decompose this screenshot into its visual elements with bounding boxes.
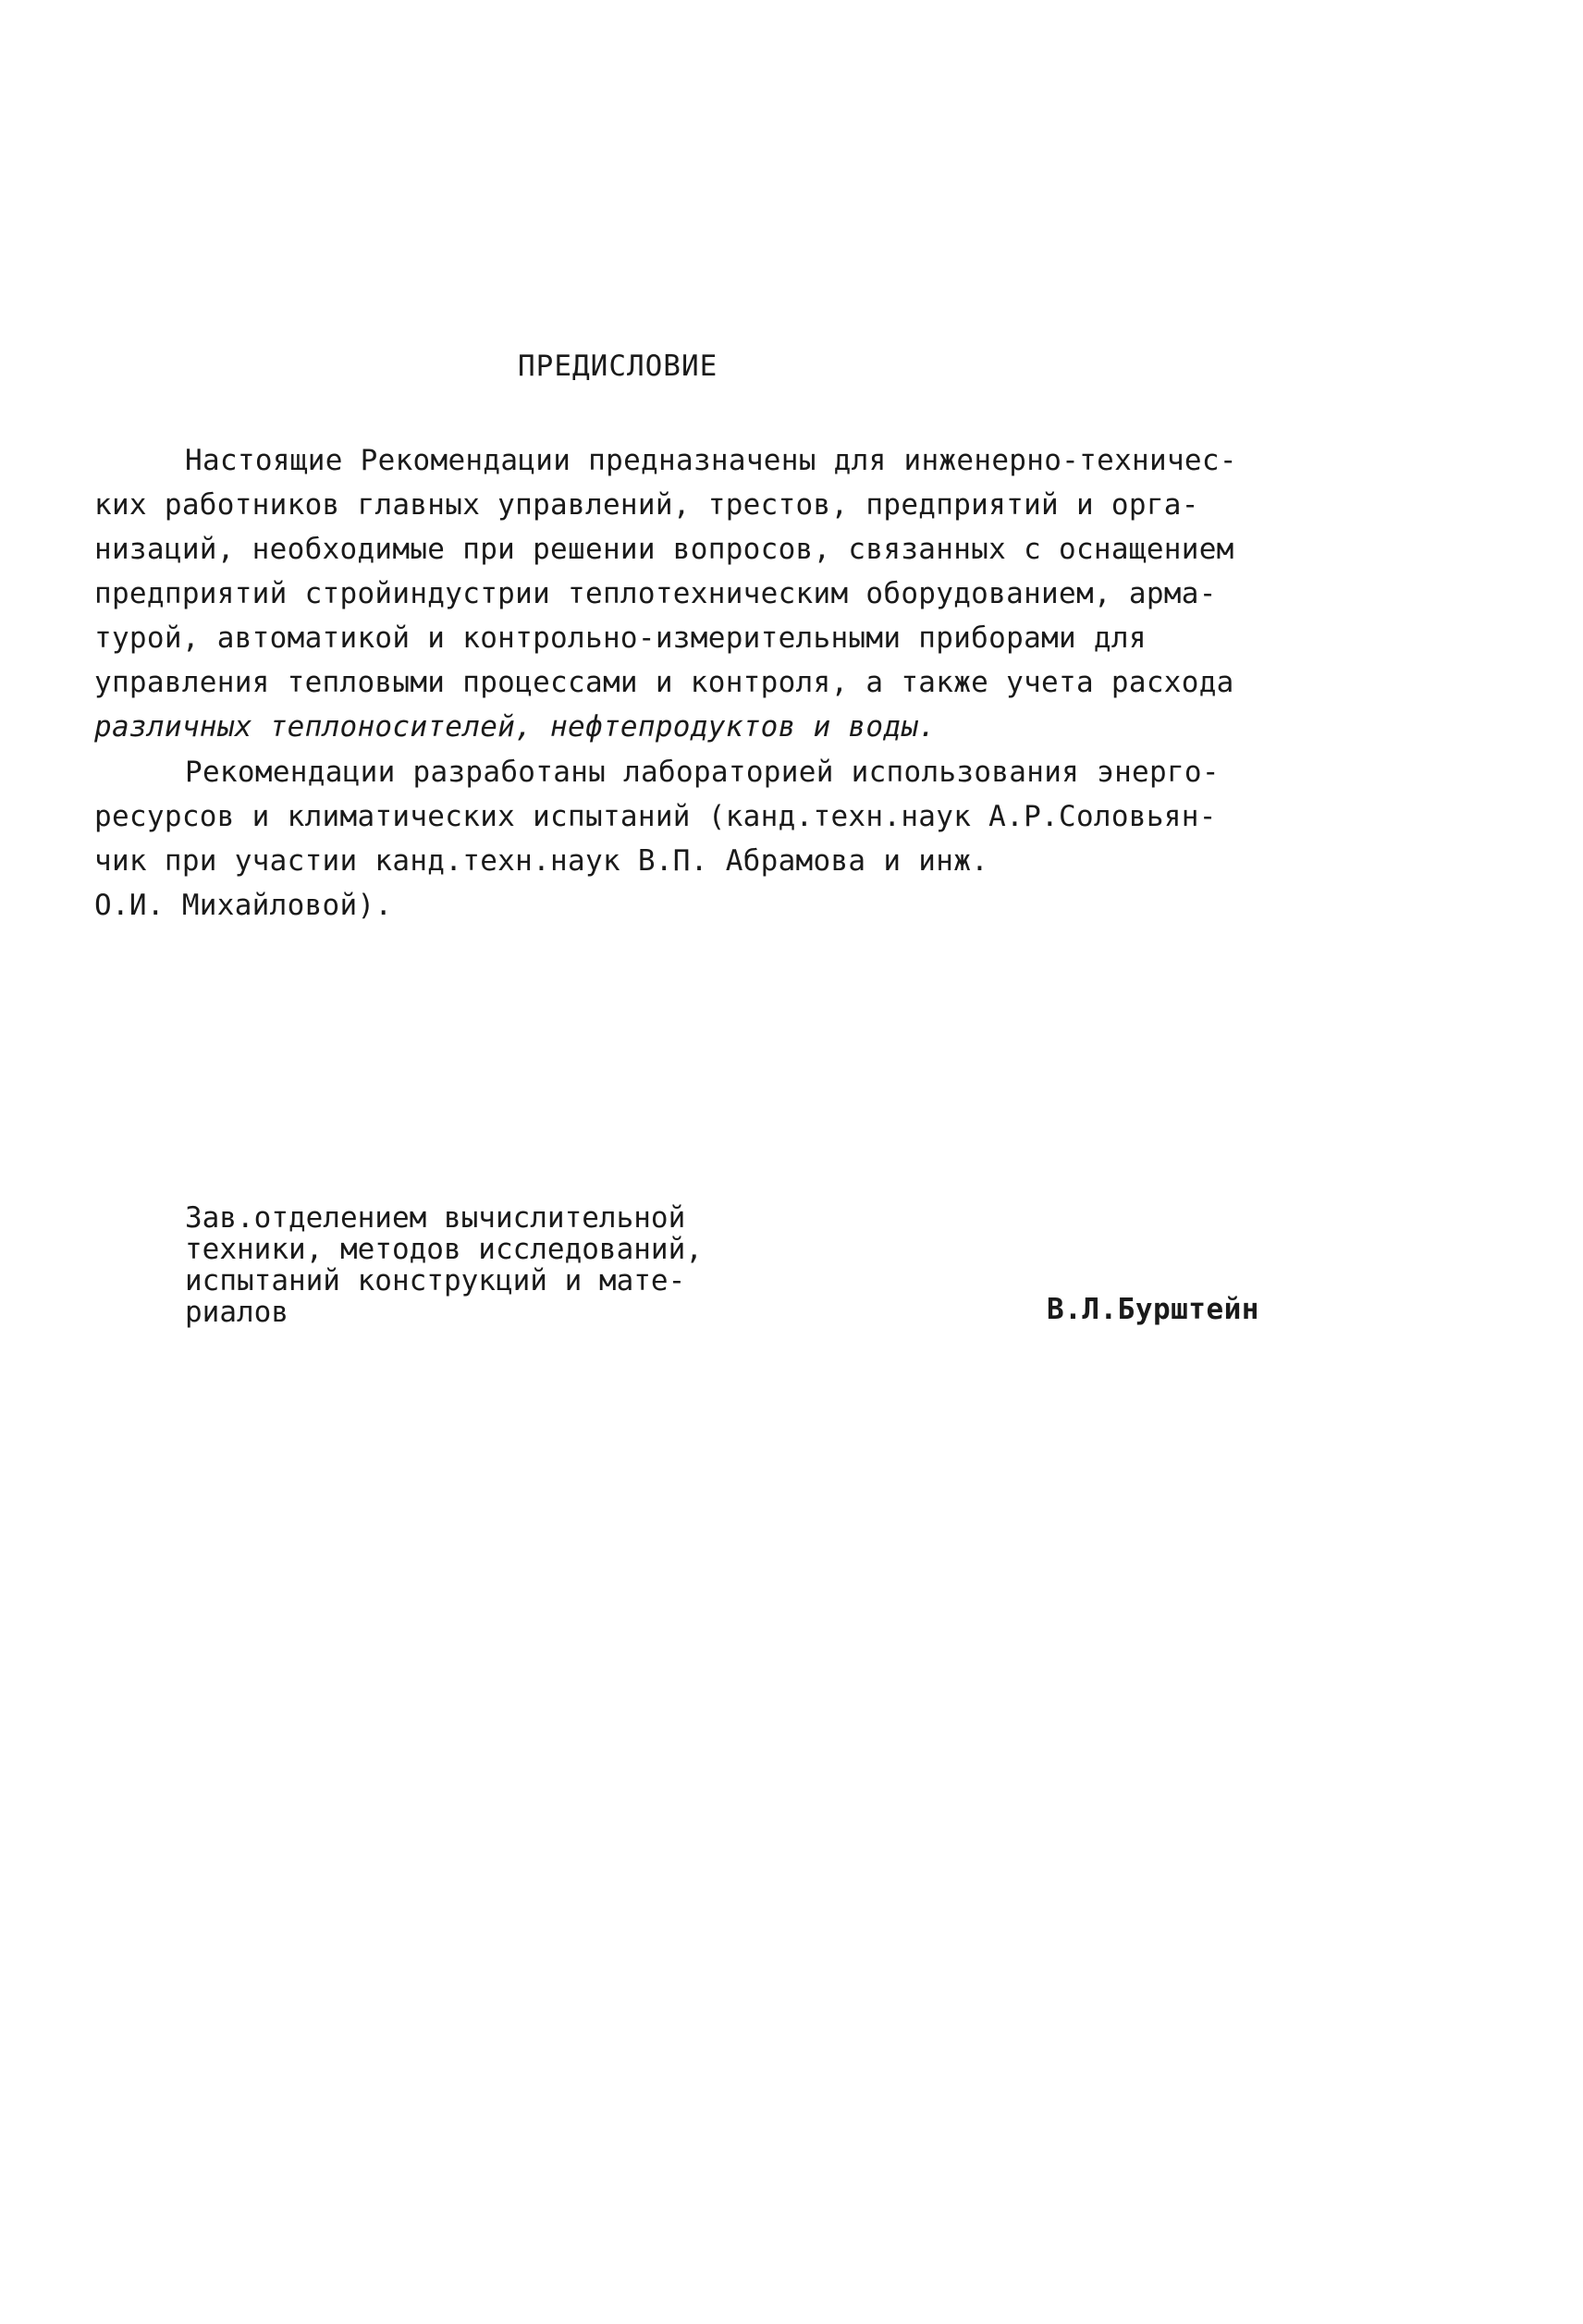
paragraph-line: турой, автоматикой и контрольно-измерительными приборами для (94, 621, 1147, 655)
paragraph-line: различных теплоносителей, нефтепродуктов и воды. (94, 710, 937, 744)
signature-position (185, 1202, 703, 1328)
paragraph-line: ресурсов и климатических испытаний (канд.техн.наук А.Р.Соловьян- (94, 800, 1217, 833)
paragraph-line: ких работников главных управлений, трестов, предприятий и орга- (94, 488, 1199, 522)
signature-position-line: техники, методов исследований, (185, 1233, 703, 1266)
paragraph-line: управления тепловыми процессами и контроля, а также учета расхода (94, 666, 1234, 699)
paragraph-line: Рекомендации разработаны лабораторией использования энерго- (185, 756, 1220, 789)
paragraph-line: О.И. Михайловой). (94, 889, 393, 922)
signature-name: В.Л.Бурштейн (1047, 1293, 1259, 1326)
signature-position-line: Зав.отделением вычислительной (185, 1201, 686, 1235)
signature-position-line: испытаний конструкций и мате- (185, 1264, 686, 1297)
paragraph-line: чик при участии канд.техн.наук В.П. Абрамова и инж. (94, 844, 989, 878)
page-title: ПРЕДИСЛОВИЕ (518, 350, 718, 383)
signature-position-line: риалов (185, 1296, 288, 1329)
paragraph-line: Настоящие Рекомендации предназначены для инженерно-техничес- (185, 444, 1237, 477)
paragraph-line: низаций, необходимые при решении вопросов, связанных с оснащением (94, 533, 1234, 566)
paragraph-line: предприятий стройиндустрии теплотехническим оборудованием, арма- (94, 577, 1217, 610)
